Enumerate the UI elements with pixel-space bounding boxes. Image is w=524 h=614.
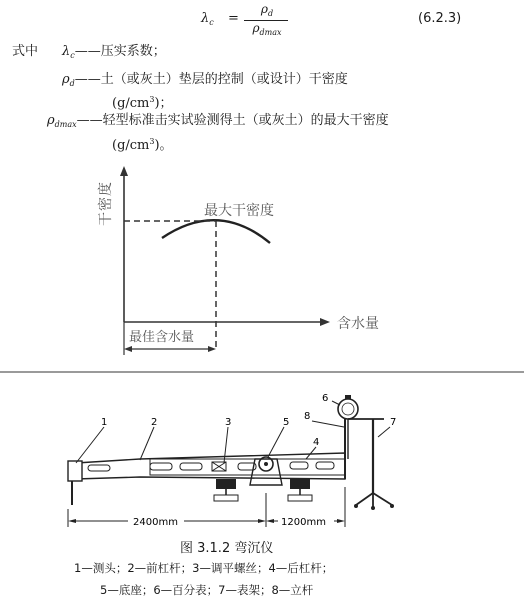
definition-3-continued: $(g/cm^3)$。 bbox=[112, 137, 173, 153]
callout-2: 2 bbox=[151, 417, 158, 428]
formula-number: (6.2.3) bbox=[418, 11, 462, 26]
section-divider bbox=[0, 371, 524, 373]
callout-4: 4 bbox=[313, 437, 320, 448]
probe-head bbox=[68, 461, 82, 481]
formula-numerator: $\rho_d$ bbox=[260, 2, 274, 18]
y-axis-label: 干密度 bbox=[98, 181, 114, 226]
deflectometer-drawing bbox=[0, 375, 524, 535]
peak-label: 最大干密度 bbox=[204, 203, 274, 219]
y-axis-arrow bbox=[120, 166, 128, 176]
formula-denominator: $\rho_{dmax}$ bbox=[252, 21, 282, 37]
optimum-label: 最佳含水量 bbox=[129, 330, 195, 345]
figure-caption: 图 3.1.2 弯沉仪 bbox=[180, 541, 274, 556]
dial-gauge bbox=[338, 399, 358, 419]
dimension-right: 1200mm bbox=[281, 517, 326, 528]
callout-8: 8 bbox=[304, 411, 311, 422]
figure-legend-line-2: 5—底座；6—百分表；7—表架；8—立杆 bbox=[100, 583, 314, 597]
x-axis-arrow bbox=[320, 318, 330, 326]
definition-2: $\rho_d——$土（或灰土）垫层的控制（或设计）干密度 bbox=[62, 72, 348, 88]
formula-lhs: $\lambda_c$ bbox=[201, 11, 214, 27]
figure-legend-line-1: 1—测头；2—前杠杆；3—调平螺丝；4—后杠杆； bbox=[74, 561, 334, 575]
callout-5: 5 bbox=[283, 417, 290, 428]
callout-6: 6 bbox=[322, 393, 329, 404]
definition-lead: 式中 bbox=[12, 44, 39, 59]
definition-2-continued: $(g/cm^3)$； bbox=[112, 95, 173, 111]
callout-1: 1 bbox=[101, 417, 108, 428]
formula-equals: = bbox=[228, 11, 239, 26]
callout-7: 7 bbox=[390, 417, 397, 428]
definition-1: $\lambda_c——$压实系数； bbox=[62, 44, 166, 60]
compaction-curve-diagram bbox=[0, 150, 524, 365]
dimension-left: 2400mm bbox=[133, 517, 178, 528]
definition-3: $\rho_{dmax}——$轻型标准击实试验测得土（或灰土）的最大干密度 bbox=[47, 113, 389, 129]
x-axis-label: 含水量 bbox=[337, 316, 379, 332]
callout-3: 3 bbox=[225, 417, 232, 428]
